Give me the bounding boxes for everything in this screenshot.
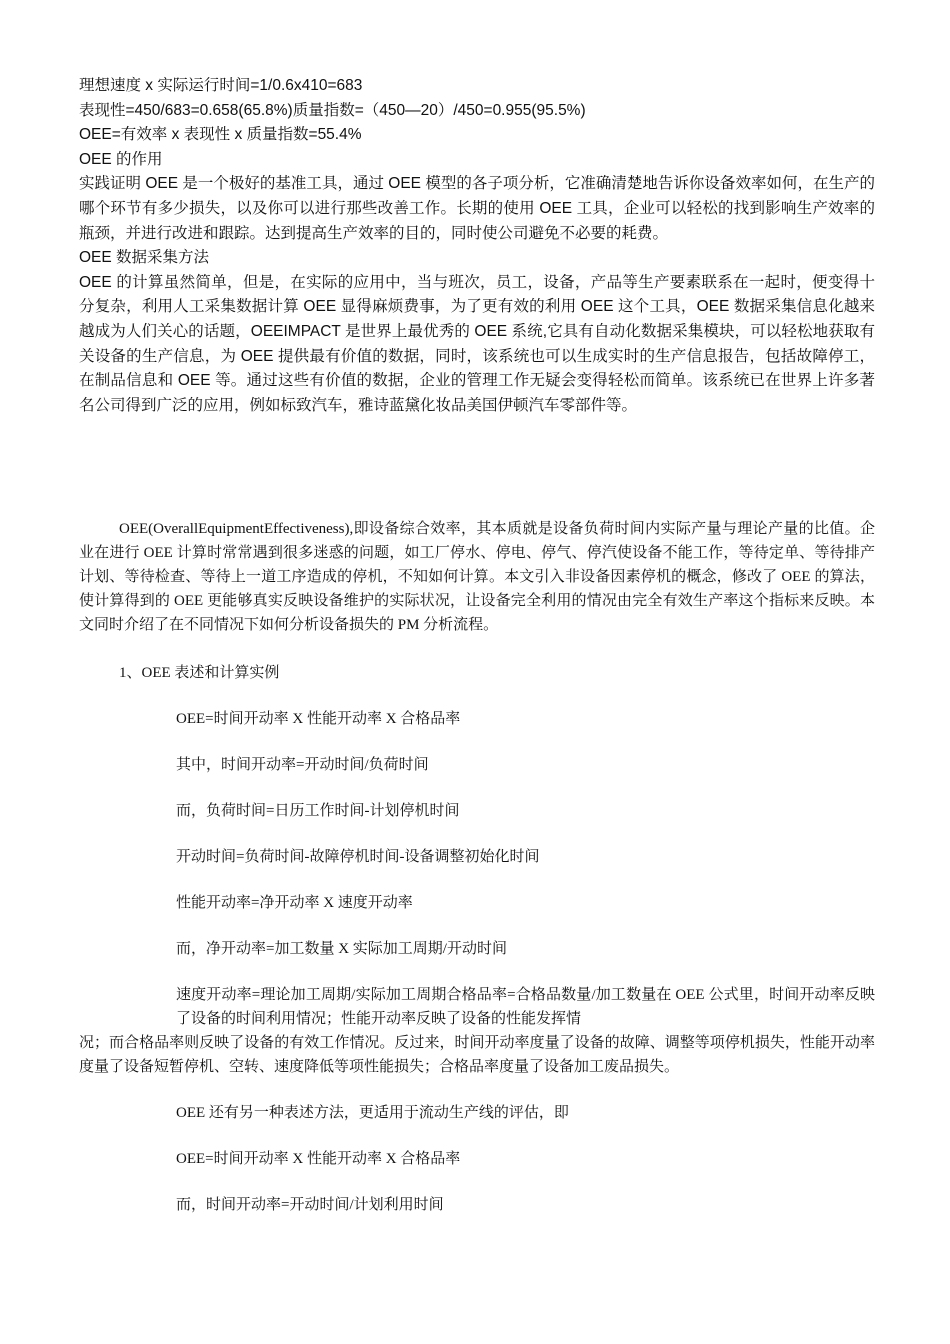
formula-performance-rate: 性能开动率=净开动率 X 速度开动率 <box>176 895 413 911</box>
formula-speed-rate-explanation: 速度开动率=理论加工周期/实际加工周期合格品率=合格品数量/加工数量在 OEE 公式里，时间开动率反映了设备的时间利用情况；性能开动率反映了设备的性能发挥情 <box>176 987 875 1027</box>
paragraph-oee-role: 实践证明 OEE 是一个极好的基准工具，通过 OEE 模型的各子项分析，它准确清楚地告诉你设备效率如何，在生产的哪个环节有多少损失，以及你可以进行那些改善工作。长期的使用 OEE 工具，企业可以轻松的找到影响生产效率的瓶颈，并进行改进和跟踪。达到提高生产效率的目的，同时使公司避免不必要的耗费。 <box>79 175 875 242</box>
oee-example-section <box>79 74 875 418</box>
heading-oee-role: OEE 的作用 <box>79 150 163 168</box>
formula-time-rate-alt: 而，时间开动率=开动时间/计划利用时间 <box>176 1197 444 1213</box>
ideal-speed-line: 理想速度 x 实际运行时间=1/0.6x410=683 <box>79 77 363 94</box>
oee-result-line: OEE=有效率 x 表现性 x 质量指数=55.4% <box>79 126 362 144</box>
heading-data-collection: OEE 数据采集方法 <box>79 249 210 267</box>
alternative-expression-intro: OEE 还有另一种表述方法，更适用于流动生产线的评估，即 <box>176 1105 569 1121</box>
section-heading-oee-calc: 1、OEE 表述和计算实例 <box>119 665 280 681</box>
formula-net-rate: 而，净开动率=加工数量 X 实际加工周期/开动时间 <box>176 941 507 957</box>
paragraph-data-collection: OEE 的计算虽然简单，但是，在实际的应用中，当与班次，员工，设备，产品等生产要素联系在一起时，便变得十分复杂，利用人工采集数据计算 OEE 显得麻烦费事，为了更有效的利用 OEE 这个工具，OEE 数据采集信息化越来越成为人们关心的话题，OEEIMPACT 是世界上最优秀的 OEE 系统,它具有自动化数据采集模块，可以轻松地获取有关设备的生产信息，为 OEE 提供最有价值的数据，同时，该系统也可以生成实时的生产信息报告，包括故障停工，在制品信息和 OEE 等。通过这些有价值的数据，企业的管理工作无疑会变得轻松而简单。该系统已在世界上许多著名公司得到广泛的应用，例如标致汽车，雅诗蓝黛化妆品美国伊顿汽车零部件等。 <box>79 273 875 414</box>
intro-paragraph: OEE(OverallEquipmentEffectiveness),即设备综合效率，其本质就是设备负荷时间内实际产量与理论产量的比值。企业在进行 OEE 计算时常常遇到很多迷惑的问题，如工厂停水、停电、停气、停汽使设备不能工作，等待定单、等待排产计划、等待检查、等待上一道工序造成的停机，不知如何计算。本文引入非设备因素停机的概念，修改了 OEE 的算法，使计算得到的 OEE 更能够真实反映设备维护的实际状况，让设备完全利用的情况由完全有效生产率这个指标来反映。本文同时介绍了在不同情况下如何分析设备损失的 PM 分析流程。 <box>79 521 875 633</box>
performance-quality-line: 表现性=450/683=0.658(65.8%)质量指数=（450—20）/450=0.955(95.5%) <box>79 101 586 119</box>
formula-oee-alt: OEE=时间开动率 X 性能开动率 X 合格品率 <box>176 1151 461 1167</box>
formula-oee: OEE=时间开动率 X 性能开动率 X 合格品率 <box>176 711 461 727</box>
formula-operating-time: 开动时间=负荷时间-故障停机时间-设备调整初始化时间 <box>176 849 540 865</box>
explanation-continued: 况；而合格品率则反映了设备的有效工作情况。反过来，时间开动率度量了设备的故障、调整等项停机损失，性能开动率度量了设备短暂停机、空转、速度降低等项性能损失；合格品率度量了设备加工废品损失。 <box>79 1035 875 1075</box>
formula-time-rate: 其中，时间开动率=开动时间/负荷时间 <box>176 757 429 773</box>
formula-load-time: 而，负荷时间=日历工作时间-计划停机时间 <box>176 803 460 819</box>
oee-definition-section <box>79 517 875 1217</box>
